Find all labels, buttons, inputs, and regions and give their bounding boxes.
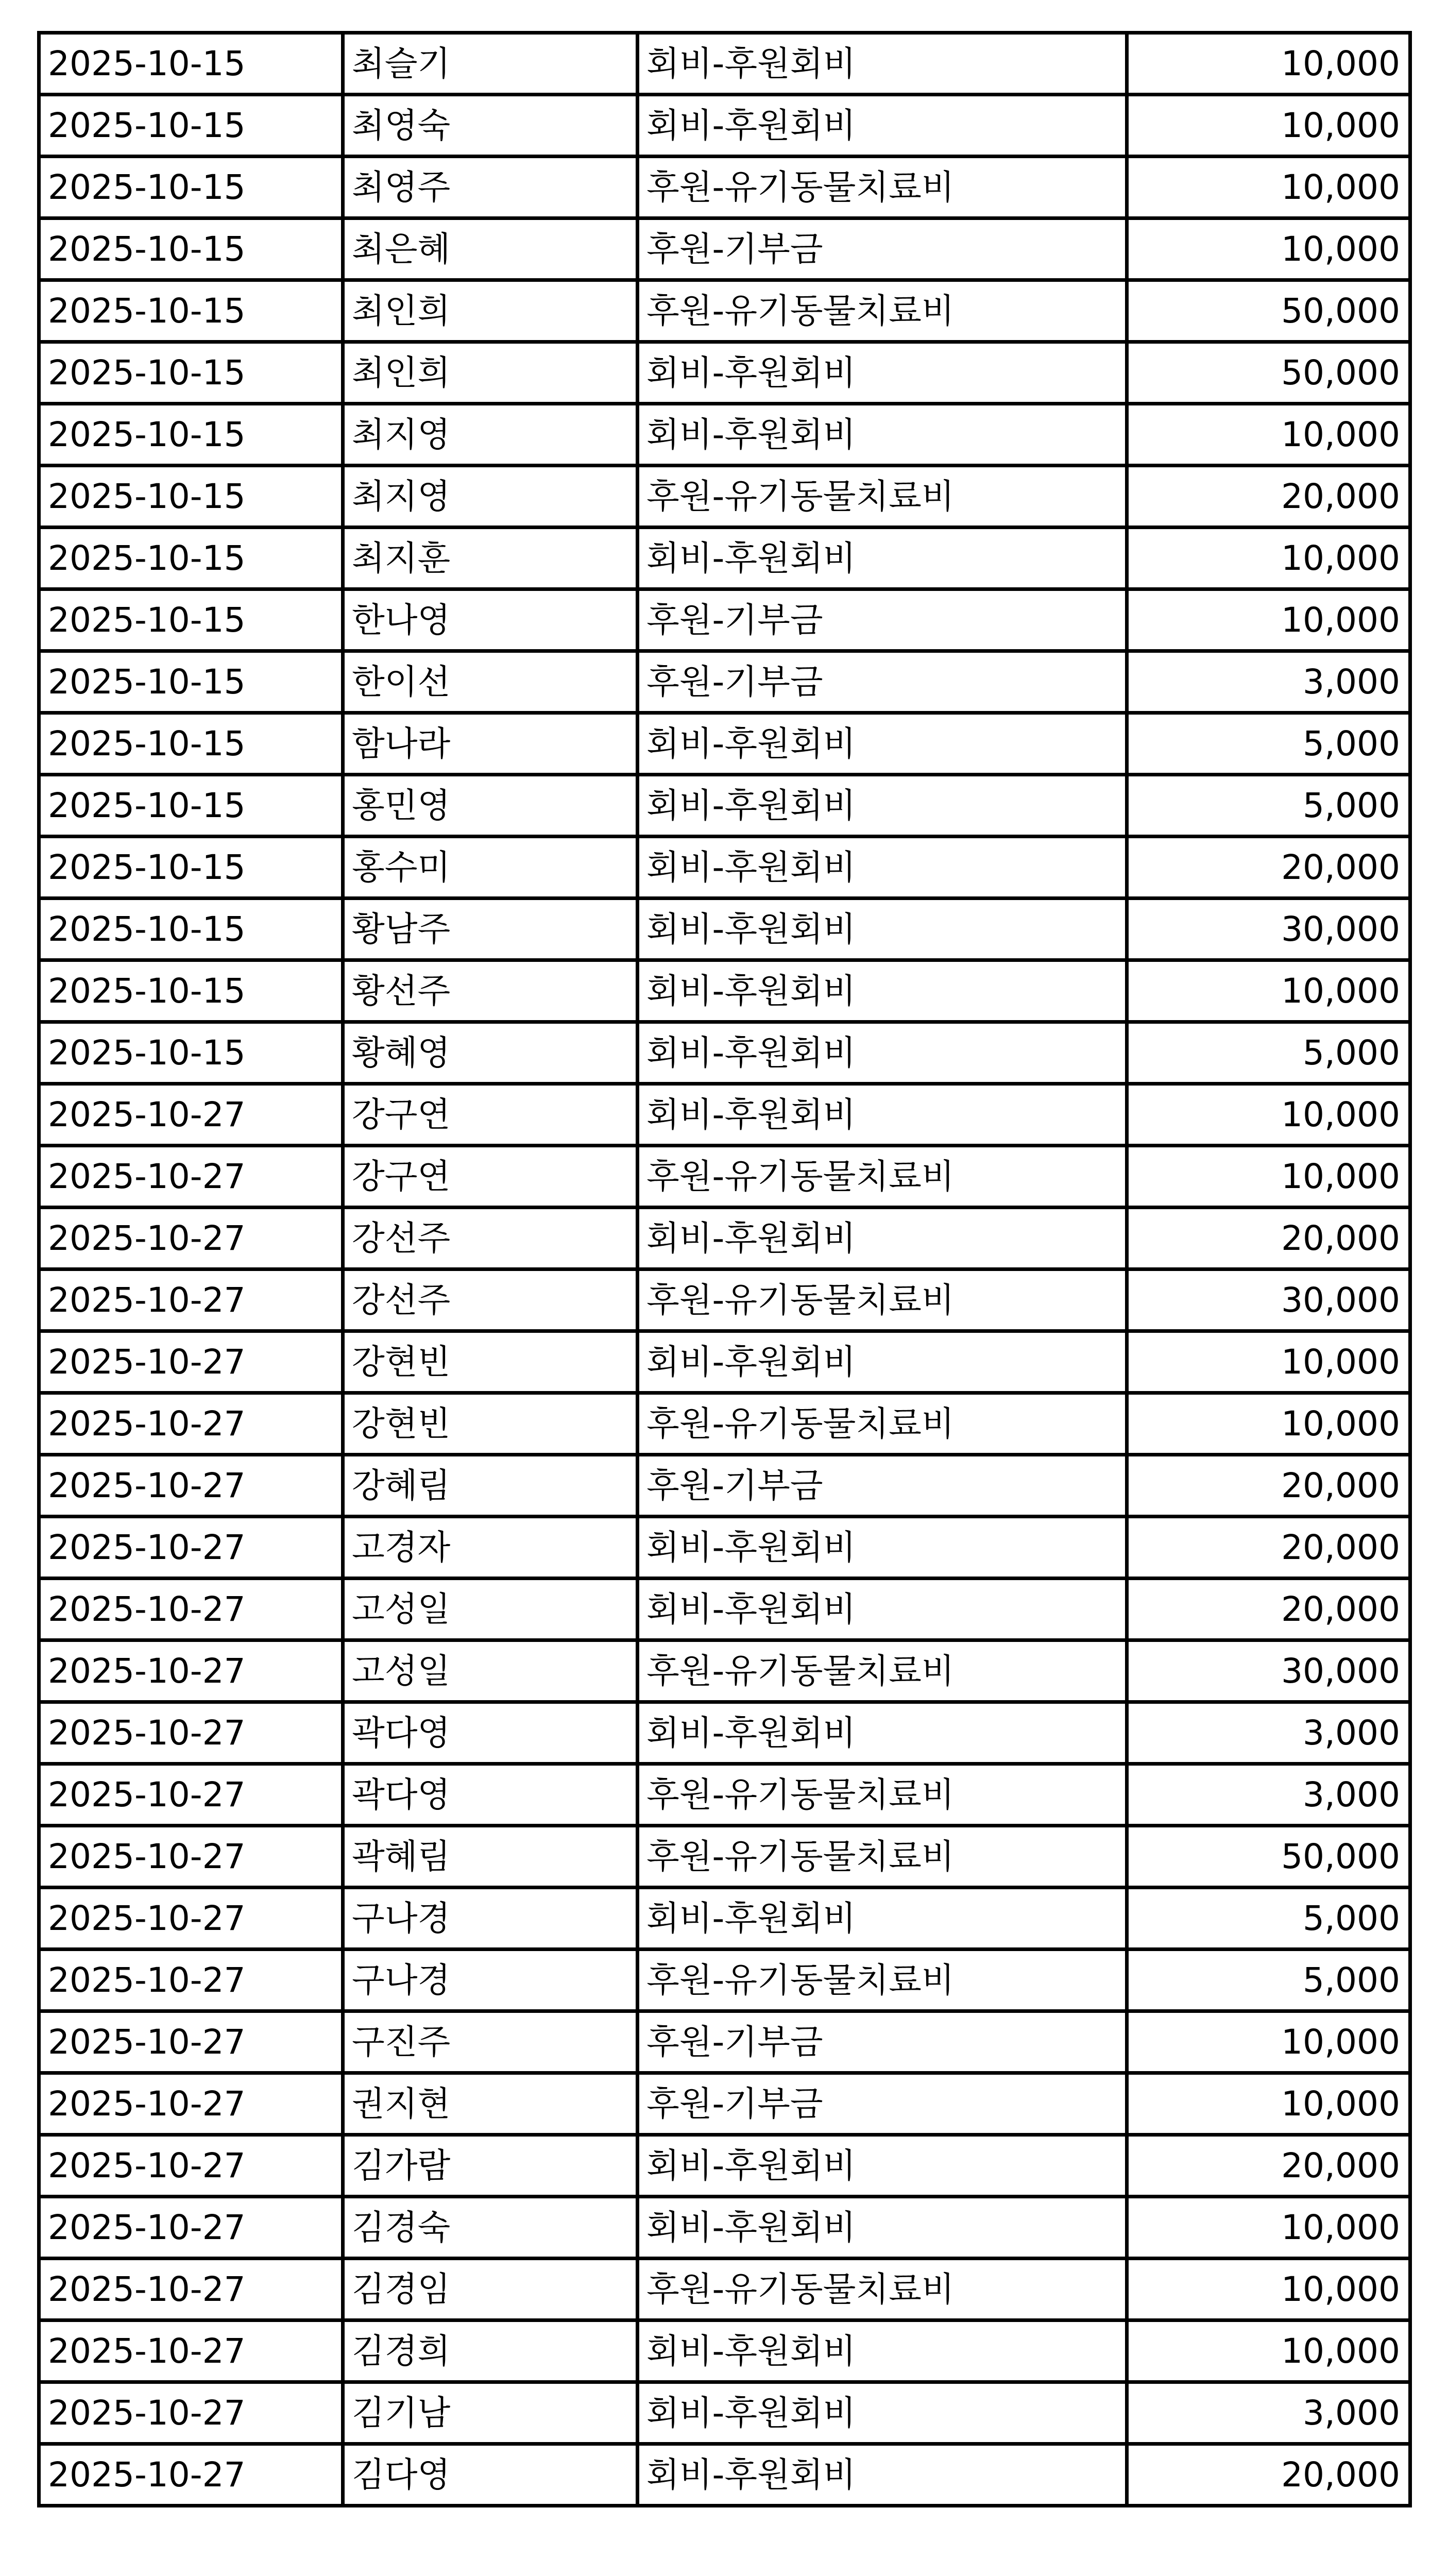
- table-row: [39, 960, 1410, 1022]
- date-cell: 2025-10-27: [39, 2382, 343, 2444]
- name-cell: 고성일: [343, 1640, 638, 1702]
- category-cell: 회비-후원회비: [638, 1579, 1127, 1640]
- name-cell: 구나경: [343, 1888, 638, 1950]
- category-cell: 후원-유기동물치료비: [638, 1269, 1127, 1331]
- amount-cell: 3,000: [1127, 1702, 1410, 1764]
- table-row: [39, 33, 1410, 95]
- name-cell: 함나라: [343, 713, 638, 775]
- name-cell: 강구연: [343, 1146, 638, 1208]
- category-cell: 후원-유기동물치료비: [638, 157, 1127, 218]
- amount-cell: 20,000: [1127, 2135, 1410, 2197]
- name-cell: 곽다영: [343, 1764, 638, 1826]
- amount-cell: 20,000: [1127, 1455, 1410, 1517]
- date-cell: 2025-10-15: [39, 157, 343, 218]
- name-cell: 한나영: [343, 589, 638, 651]
- category-cell: 회비-후원회비: [638, 33, 1127, 95]
- amount-cell: 20,000: [1127, 1517, 1410, 1579]
- amount-cell: 10,000: [1127, 33, 1410, 95]
- category-cell: 회비-후원회비: [638, 342, 1127, 404]
- category-cell: 회비-후원회비: [638, 1022, 1127, 1084]
- date-cell: 2025-10-15: [39, 713, 343, 775]
- name-cell: 강현빈: [343, 1393, 638, 1455]
- date-cell: 2025-10-27: [39, 1455, 343, 1517]
- date-cell: 2025-10-27: [39, 1579, 343, 1640]
- date-cell: 2025-10-15: [39, 528, 343, 589]
- name-cell: 강선주: [343, 1269, 638, 1331]
- table-row: [39, 1455, 1410, 1517]
- category-cell: 회비-후원회비: [638, 2197, 1127, 2259]
- name-cell: 최인희: [343, 342, 638, 404]
- table-row: [39, 1393, 1410, 1455]
- table-row: [39, 2444, 1410, 2506]
- category-cell: 회비-후원회비: [638, 2320, 1127, 2382]
- category-cell: 회비-후원회비: [638, 1331, 1127, 1393]
- table-row: [39, 2320, 1410, 2382]
- amount-cell: 5,000: [1127, 1950, 1410, 2011]
- category-cell: 후원-유기동물치료비: [638, 1826, 1127, 1888]
- amount-cell: 10,000: [1127, 528, 1410, 589]
- date-cell: 2025-10-15: [39, 589, 343, 651]
- amount-cell: 30,000: [1127, 899, 1410, 960]
- table-row: [39, 157, 1410, 218]
- date-cell: 2025-10-15: [39, 280, 343, 342]
- table-row: [39, 1640, 1410, 1702]
- category-cell: 후원-기부금: [638, 651, 1127, 713]
- category-cell: 후원-유기동물치료비: [638, 466, 1127, 528]
- table-row: [39, 713, 1410, 775]
- table-row: [39, 1084, 1410, 1146]
- table-row: [39, 589, 1410, 651]
- category-cell: 회비-후원회비: [638, 960, 1127, 1022]
- amount-cell: 20,000: [1127, 1579, 1410, 1640]
- category-cell: 회비-후원회비: [638, 528, 1127, 589]
- category-cell: 후원-유기동물치료비: [638, 1640, 1127, 1702]
- table-row: [39, 404, 1410, 466]
- amount-cell: 50,000: [1127, 280, 1410, 342]
- amount-cell: 5,000: [1127, 775, 1410, 837]
- amount-cell: 10,000: [1127, 1146, 1410, 1208]
- name-cell: 최지영: [343, 466, 638, 528]
- table-row: [39, 1888, 1410, 1950]
- date-cell: 2025-10-15: [39, 960, 343, 1022]
- table-row: [39, 1579, 1410, 1640]
- name-cell: 최지훈: [343, 528, 638, 589]
- date-cell: 2025-10-27: [39, 1702, 343, 1764]
- amount-cell: 10,000: [1127, 960, 1410, 1022]
- amount-cell: 10,000: [1127, 157, 1410, 218]
- amount-cell: 30,000: [1127, 1640, 1410, 1702]
- date-cell: 2025-10-15: [39, 1022, 343, 1084]
- date-cell: 2025-10-27: [39, 2197, 343, 2259]
- name-cell: 황남주: [343, 899, 638, 960]
- category-cell: 후원-유기동물치료비: [638, 2259, 1127, 2320]
- category-cell: 회비-후원회비: [638, 1084, 1127, 1146]
- date-cell: 2025-10-27: [39, 1269, 343, 1331]
- table-row: [39, 1146, 1410, 1208]
- date-cell: 2025-10-27: [39, 1331, 343, 1393]
- date-cell: 2025-10-15: [39, 404, 343, 466]
- amount-cell: 10,000: [1127, 2320, 1410, 2382]
- date-cell: 2025-10-27: [39, 2011, 343, 2073]
- table-row: [39, 528, 1410, 589]
- amount-cell: 10,000: [1127, 2011, 1410, 2073]
- category-cell: 회비-후원회비: [638, 2382, 1127, 2444]
- amount-cell: 3,000: [1127, 2382, 1410, 2444]
- amount-cell: 10,000: [1127, 404, 1410, 466]
- table-row: [39, 466, 1410, 528]
- category-cell: 후원-기부금: [638, 1455, 1127, 1517]
- name-cell: 강선주: [343, 1208, 638, 1269]
- date-cell: 2025-10-15: [39, 95, 343, 157]
- name-cell: 고경자: [343, 1517, 638, 1579]
- date-cell: 2025-10-27: [39, 2073, 343, 2135]
- table-row: [39, 1764, 1410, 1826]
- table-row: [39, 1826, 1410, 1888]
- category-cell: 후원-기부금: [638, 218, 1127, 280]
- category-cell: 회비-후원회비: [638, 404, 1127, 466]
- name-cell: 최슬기: [343, 33, 638, 95]
- amount-cell: 3,000: [1127, 651, 1410, 713]
- amount-cell: 50,000: [1127, 1826, 1410, 1888]
- amount-cell: 10,000: [1127, 218, 1410, 280]
- category-cell: 후원-유기동물치료비: [638, 1146, 1127, 1208]
- table-row: [39, 651, 1410, 713]
- date-cell: 2025-10-15: [39, 837, 343, 899]
- amount-cell: 10,000: [1127, 589, 1410, 651]
- amount-cell: 3,000: [1127, 1764, 1410, 1826]
- table-row: [39, 95, 1410, 157]
- amount-cell: 5,000: [1127, 713, 1410, 775]
- name-cell: 김다영: [343, 2444, 638, 2506]
- category-cell: 후원-기부금: [638, 2073, 1127, 2135]
- table-row: [39, 1208, 1410, 1269]
- name-cell: 강혜림: [343, 1455, 638, 1517]
- table-row: [39, 280, 1410, 342]
- category-cell: 후원-유기동물치료비: [638, 1764, 1127, 1826]
- table-row: [39, 1022, 1410, 1084]
- category-cell: 회비-후원회비: [638, 1208, 1127, 1269]
- category-cell: 회비-후원회비: [638, 837, 1127, 899]
- table-row: [39, 1950, 1410, 2011]
- date-cell: 2025-10-27: [39, 2320, 343, 2382]
- table-row: [39, 1331, 1410, 1393]
- date-cell: 2025-10-15: [39, 342, 343, 404]
- table-row: [39, 775, 1410, 837]
- category-cell: 회비-후원회비: [638, 713, 1127, 775]
- name-cell: 최영숙: [343, 95, 638, 157]
- name-cell: 고성일: [343, 1579, 638, 1640]
- date-cell: 2025-10-15: [39, 651, 343, 713]
- category-cell: 회비-후원회비: [638, 2135, 1127, 2197]
- category-cell: 후원-기부금: [638, 2011, 1127, 2073]
- category-cell: 후원-유기동물치료비: [638, 280, 1127, 342]
- category-cell: 후원-유기동물치료비: [638, 1950, 1127, 2011]
- amount-cell: 30,000: [1127, 1269, 1410, 1331]
- date-cell: 2025-10-27: [39, 1084, 343, 1146]
- name-cell: 김기남: [343, 2382, 638, 2444]
- date-cell: 2025-10-27: [39, 2444, 343, 2506]
- name-cell: 구나경: [343, 1950, 638, 2011]
- table-row: [39, 837, 1410, 899]
- name-cell: 최지영: [343, 404, 638, 466]
- table-body: [39, 33, 1410, 2506]
- table-row: [39, 342, 1410, 404]
- amount-cell: 10,000: [1127, 95, 1410, 157]
- name-cell: 최영주: [343, 157, 638, 218]
- amount-cell: 20,000: [1127, 1208, 1410, 1269]
- table-row: [39, 899, 1410, 960]
- category-cell: 회비-후원회비: [638, 1517, 1127, 1579]
- date-cell: 2025-10-27: [39, 1950, 343, 2011]
- category-cell: 회비-후원회비: [638, 899, 1127, 960]
- amount-cell: 10,000: [1127, 1393, 1410, 1455]
- name-cell: 김경희: [343, 2320, 638, 2382]
- name-cell: 강현빈: [343, 1331, 638, 1393]
- table-row: [39, 1702, 1410, 1764]
- category-cell: 후원-유기동물치료비: [638, 1393, 1127, 1455]
- date-cell: 2025-10-27: [39, 1517, 343, 1579]
- amount-cell: 5,000: [1127, 1022, 1410, 1084]
- name-cell: 강구연: [343, 1084, 638, 1146]
- name-cell: 황선주: [343, 960, 638, 1022]
- table-row: [39, 2011, 1410, 2073]
- category-cell: 회비-후원회비: [638, 95, 1127, 157]
- date-cell: 2025-10-27: [39, 1208, 343, 1269]
- date-cell: 2025-10-15: [39, 899, 343, 960]
- table-row: [39, 2197, 1410, 2259]
- name-cell: 구진주: [343, 2011, 638, 2073]
- amount-cell: 10,000: [1127, 2073, 1410, 2135]
- date-cell: 2025-10-27: [39, 1764, 343, 1826]
- amount-cell: 5,000: [1127, 1888, 1410, 1950]
- amount-cell: 10,000: [1127, 2259, 1410, 2320]
- date-cell: 2025-10-27: [39, 2259, 343, 2320]
- name-cell: 곽다영: [343, 1702, 638, 1764]
- date-cell: 2025-10-27: [39, 1640, 343, 1702]
- category-cell: 후원-기부금: [638, 589, 1127, 651]
- amount-cell: 10,000: [1127, 1084, 1410, 1146]
- name-cell: 김경임: [343, 2259, 638, 2320]
- amount-cell: 20,000: [1127, 466, 1410, 528]
- category-cell: 회비-후원회비: [638, 2444, 1127, 2506]
- table-row: [39, 1269, 1410, 1331]
- table-row: [39, 2382, 1410, 2444]
- amount-cell: 50,000: [1127, 342, 1410, 404]
- table-row: [39, 2073, 1410, 2135]
- amount-cell: 10,000: [1127, 2197, 1410, 2259]
- name-cell: 권지현: [343, 2073, 638, 2135]
- name-cell: 김가람: [343, 2135, 638, 2197]
- date-cell: 2025-10-27: [39, 1393, 343, 1455]
- date-cell: 2025-10-15: [39, 466, 343, 528]
- name-cell: 황혜영: [343, 1022, 638, 1084]
- name-cell: 곽혜림: [343, 1826, 638, 1888]
- name-cell: 홍민영: [343, 775, 638, 837]
- amount-cell: 10,000: [1127, 1331, 1410, 1393]
- name-cell: 최은혜: [343, 218, 638, 280]
- category-cell: 회비-후원회비: [638, 775, 1127, 837]
- table-row: [39, 1517, 1410, 1579]
- amount-cell: 20,000: [1127, 837, 1410, 899]
- name-cell: 한이선: [343, 651, 638, 713]
- date-cell: 2025-10-15: [39, 775, 343, 837]
- name-cell: 최인희: [343, 280, 638, 342]
- name-cell: 홍수미: [343, 837, 638, 899]
- table-row: [39, 2135, 1410, 2197]
- date-cell: 2025-10-15: [39, 218, 343, 280]
- date-cell: 2025-10-27: [39, 1826, 343, 1888]
- date-cell: 2025-10-27: [39, 2135, 343, 2197]
- donation-table: [37, 31, 1412, 2507]
- category-cell: 회비-후원회비: [638, 1702, 1127, 1764]
- date-cell: 2025-10-27: [39, 1146, 343, 1208]
- amount-cell: 20,000: [1127, 2444, 1410, 2506]
- name-cell: 김경숙: [343, 2197, 638, 2259]
- table-row: [39, 2259, 1410, 2320]
- date-cell: 2025-10-27: [39, 1888, 343, 1950]
- table-row: [39, 218, 1410, 280]
- date-cell: 2025-10-15: [39, 33, 343, 95]
- category-cell: 회비-후원회비: [638, 1888, 1127, 1950]
